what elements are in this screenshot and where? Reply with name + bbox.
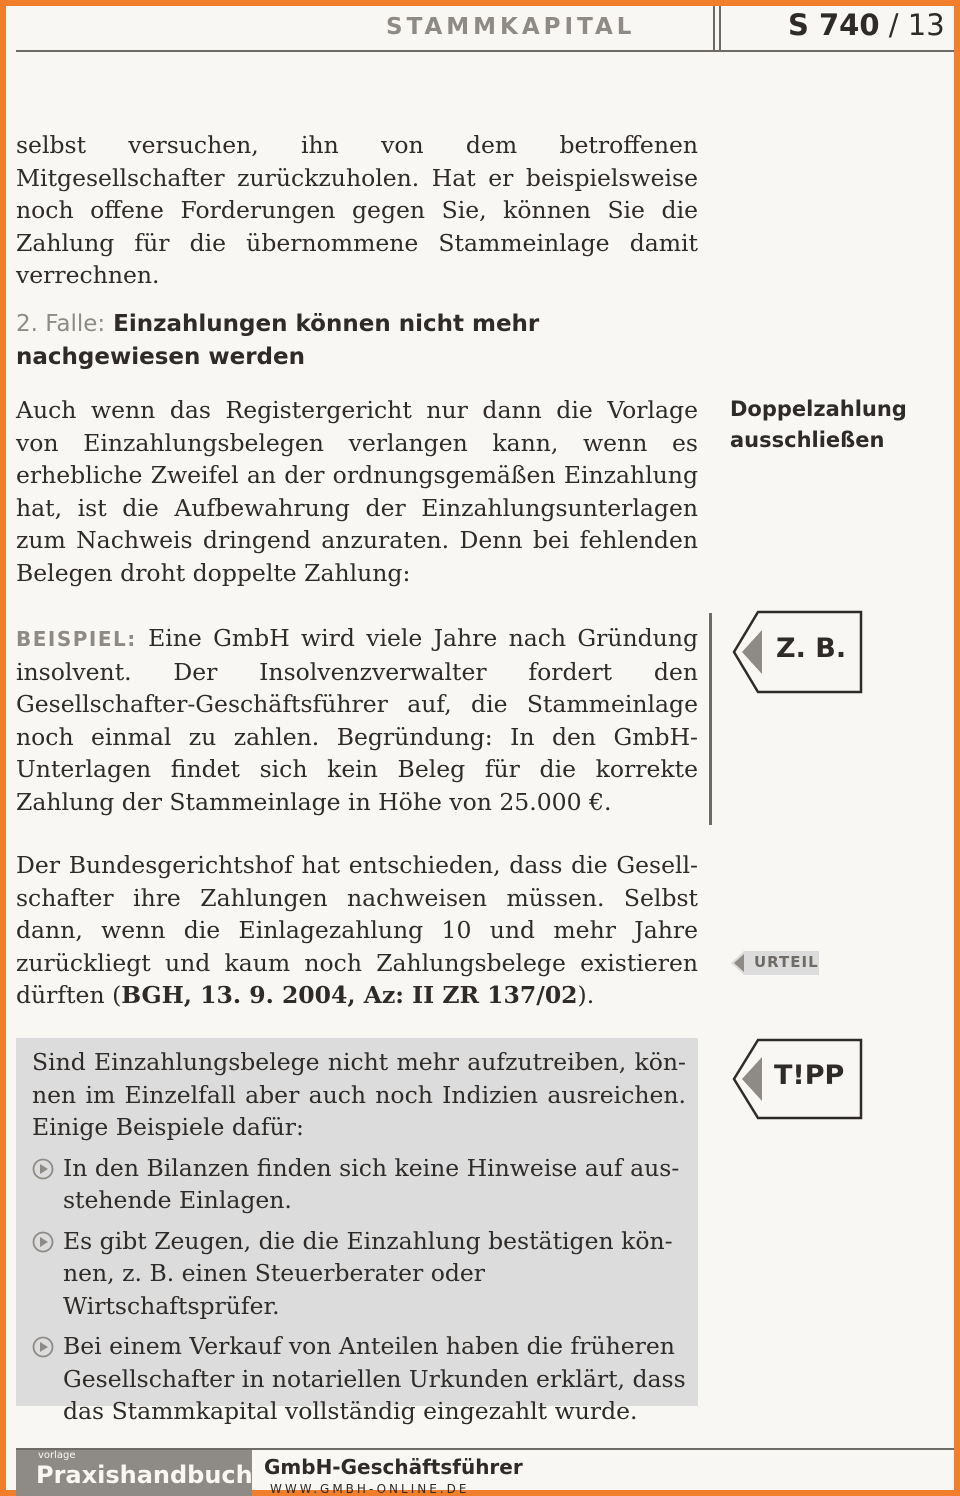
tip-tag-label: T!PP (774, 1060, 845, 1091)
verdict-tag-icon (730, 950, 820, 976)
tip-intro: Sind Einzahlungsbelege nicht mehr aufzutreiben, können im Einzelfall aber auch noch Indizien ausreichen. Einige Beispiele dafür: (32, 1048, 686, 1141)
section-title: STAMMKAPITAL (386, 14, 636, 40)
example-text: Eine GmbH wird viele Jahre nach Gründung insolvent. Der Insolvenzverwalter fordert den Gesellschafter-Geschäftsführer auf, die Stammeinlage noch einmal zu zahlen. Begründung: In den GmbH-Unterlagen findet sich kein Beleg für die korrekte Zahlung der Stammeinlage in Höhe von 25.000 €. (16, 624, 698, 816)
example-tag-icon (730, 610, 864, 694)
list-item (32, 1330, 687, 1428)
example-tag-label: Z. B. (776, 633, 847, 664)
page-number: 13 (907, 8, 945, 42)
court-citation: BGH, 13. 9. 2004, Az: II ZR 137/02 (121, 981, 578, 1009)
example-keyword: BEISPIEL: (16, 627, 137, 651)
example-marker-bar (709, 613, 712, 825)
paragraph-registry: Auch wenn das Registergericht nur dann die Vorlage von Einzahlungsbelegen verlangen kann, wenn es erhebliche Zweifel an der ordnungsgemäßen Einzahlung hat, ist die Aufbewahrung der Einzahlungsunterlagen zum Nachweis dringend anzuraten. Denn bei fehlenden Belegen droht doppelte Zahlung: (16, 396, 698, 587)
paragraph-intro: selbst versuchen, ihn von dem betroffenen Mitgesellschafter zurückzuholen. Hat er beispielsweise noch offene Forderungen gegen Sie, können Sie die Zahlung für die übernommene Stammeinlage damit verrechnen. (16, 131, 698, 289)
footer-small-text: vorlage (38, 1450, 76, 1461)
footer-brand: Praxishandbuch (36, 1461, 253, 1489)
tip-item-text: Es gibt Zeugen, die die Einzahlung bestätigen können, z. B. einen Steuerberater oder Wirtschaftsprüfer. (63, 1226, 673, 1320)
play-bullet-icon (32, 1336, 54, 1358)
tip-list (32, 1152, 686, 1428)
court-closing: ). (577, 981, 595, 1009)
list-item (32, 1225, 687, 1323)
verdict-tag-label: URTEIL (754, 953, 819, 971)
margin-note: Doppelzahlung ausschließen (730, 397, 907, 452)
footer-title: GmbH-Geschäftsführer (264, 1455, 523, 1479)
tip-box (16, 1038, 698, 1425)
example-block (16, 622, 698, 818)
tip-tag-icon (730, 1038, 864, 1120)
page-separator: / (888, 8, 899, 42)
page-code (788, 8, 945, 42)
header-divider (713, 6, 715, 50)
section-code: S 740 (788, 8, 880, 42)
tip-item-text: In den Bilanzen finden sich keine Hinweise auf ausstehende Einlagen. (63, 1153, 680, 1214)
paragraph-court (16, 849, 698, 1012)
play-bullet-icon (32, 1231, 54, 1253)
header-rule (16, 50, 954, 52)
header-divider (719, 6, 721, 50)
footer-url: WWW.GMBH-ONLINE.DE (270, 1482, 470, 1496)
heading-lead: 2. Falle: (16, 311, 106, 337)
play-bullet-icon (32, 1158, 54, 1180)
heading-title: Einzahlungen können nicht mehr nachgewiesen werden (16, 311, 540, 370)
list-item (32, 1152, 687, 1217)
section-heading (16, 308, 698, 374)
tip-item-text: Bei einem Verkauf von Anteilen haben die früheren Gesellschafter in notariellen Urkunden erklärt, dass das Stammkapital vollständig eingezahlt wurde. (63, 1332, 686, 1425)
court-text: Der Bundesgerichtshof hat entschieden, dass die Gesellschafter ihre Zahlungen nachweisen müssen. Selbst dann, wenn die Einlagezahlung 10 und mehr Jahre zurückliegt und kaum noch Zahlungsbelege existieren dürften ( (16, 851, 698, 1009)
